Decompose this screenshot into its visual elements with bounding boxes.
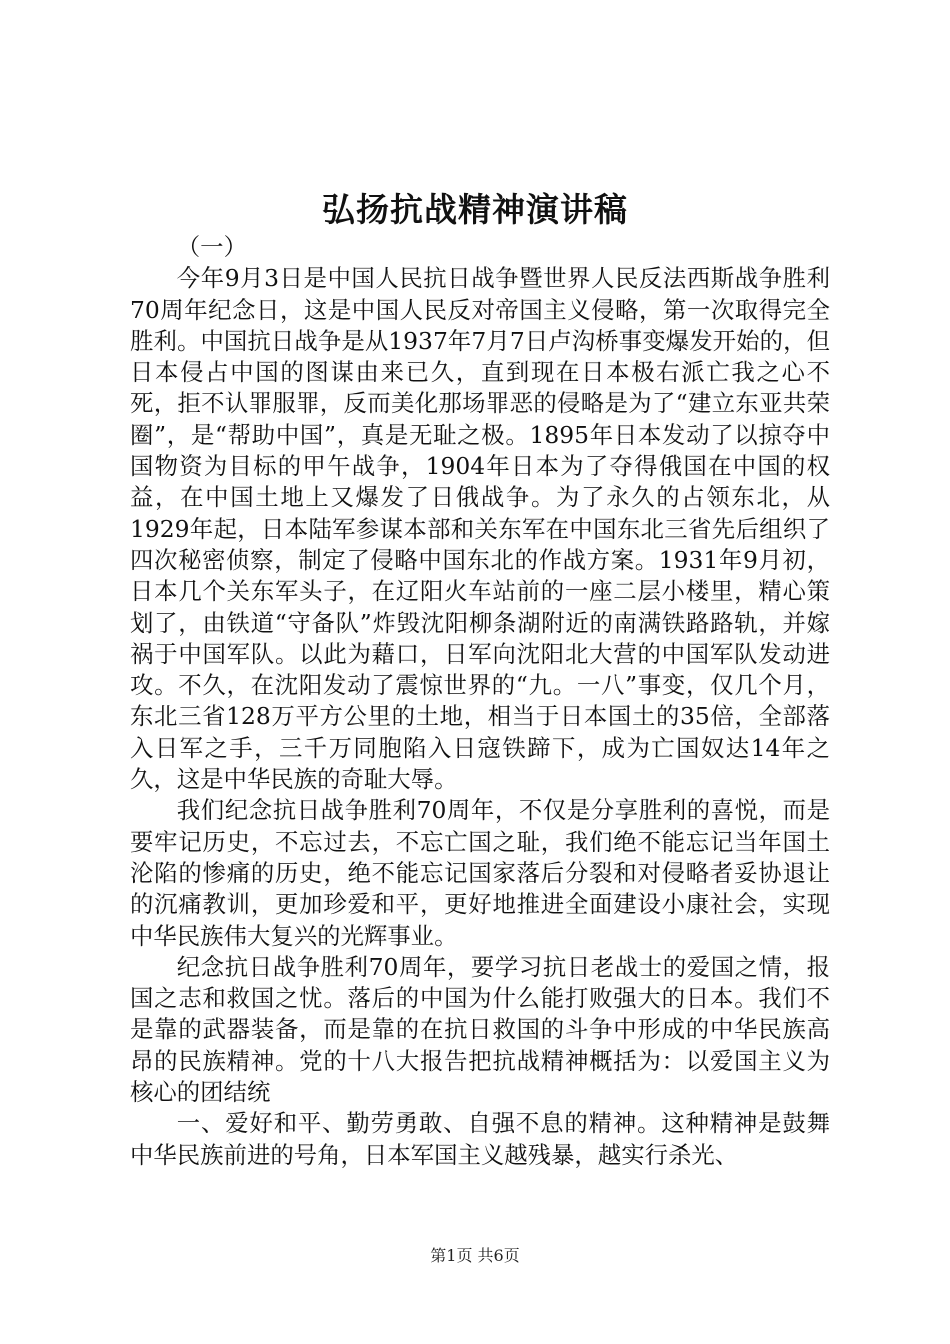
section-marker: （一） (176, 233, 247, 261)
document-body (130, 232, 830, 1171)
page-number-footer: 第1页 共6页 (430, 1246, 520, 1265)
paragraph: 一、爱好和平、勤劳勇敢、自强不息的精神。这种精神是鼓舞中华民族前进的号角，日本军国主义越残暴，越实行杀光、 (130, 1109, 830, 1169)
document-title: 弘扬抗战精神演讲稿 (322, 190, 628, 229)
paragraph: 我们纪念抗日战争胜利70周年，不仅是分享胜利的喜悦，而是要牢记历史，不忘过去，不忘亡国之耻，我们绝不能忘记当年国土沦陷的惨痛的历史，绝不能忘记国家落后分裂和对侵略者妥协退让的沉痛教训，更加珍爱和平，更好地推进全面建设小康社会，实现中华民族伟大复兴的光辉事业。 (130, 796, 830, 950)
paragraph: 纪念抗日战争胜利70周年，要学习抗日老战士的爱国之情，报国之志和救国之忧。落后的中国为什么能打败强大的日本。我们不是靠的武器装备，而是靠的在抗日救国的斗争中形成的中华民族高昂的民族精神。党的十八大报告把抗战精神概括为：以爱国主义为核心的团结统 (130, 952, 830, 1107)
paragraph: 今年9月3日是中国人民抗日战争暨世界人民反法西斯战争胜利70周年纪念日，这是中国人民反对帝国主义侵略，第一次取得完全胜利。中国抗日战争是从1937年7月7日卢沟桥事变爆发开始的，但日本侵占中国的图谋由来已久，直到现在日本极右派亡我之心不死，拒不认罪服罪，反而美化那场罪恶的侵略是为了“建立东亚共荣圈”，是“帮助中国”，真是无耻之极。1895年日本发动了以掠夺中国物资为目标的甲午战争，1904年日本为了夺得俄国在中国的权益，在中国土地上又爆发了日俄战争。为了永久的占领东北，从1929年起，日本陆军参谋本部和关东军在中国东北三省先后组织了四次秘密侦察，制定了侵略中国东北的作战方案。1931年9月初，日本几个关东军头子，在辽阳火车站前的一座二层小楼里，精心策划了，由铁道“守备队”炸毁沈阳柳条湖附近的南满铁路路轨，并嫁祸于中国军队。以此为藉口，日军向沈阳北大营的中国军队发动进攻。不久，在沈阳发动了震惊世界的“九。一八”事变，仅几个月，东北三省128万平方公里的土地，相当于日本国土的35倍，全部落入日军之手，三千万同胞陷入日寇铁蹄下，成为亡国奴达14年之久，这是中华民族的奇耻大辱。 (130, 264, 830, 794)
